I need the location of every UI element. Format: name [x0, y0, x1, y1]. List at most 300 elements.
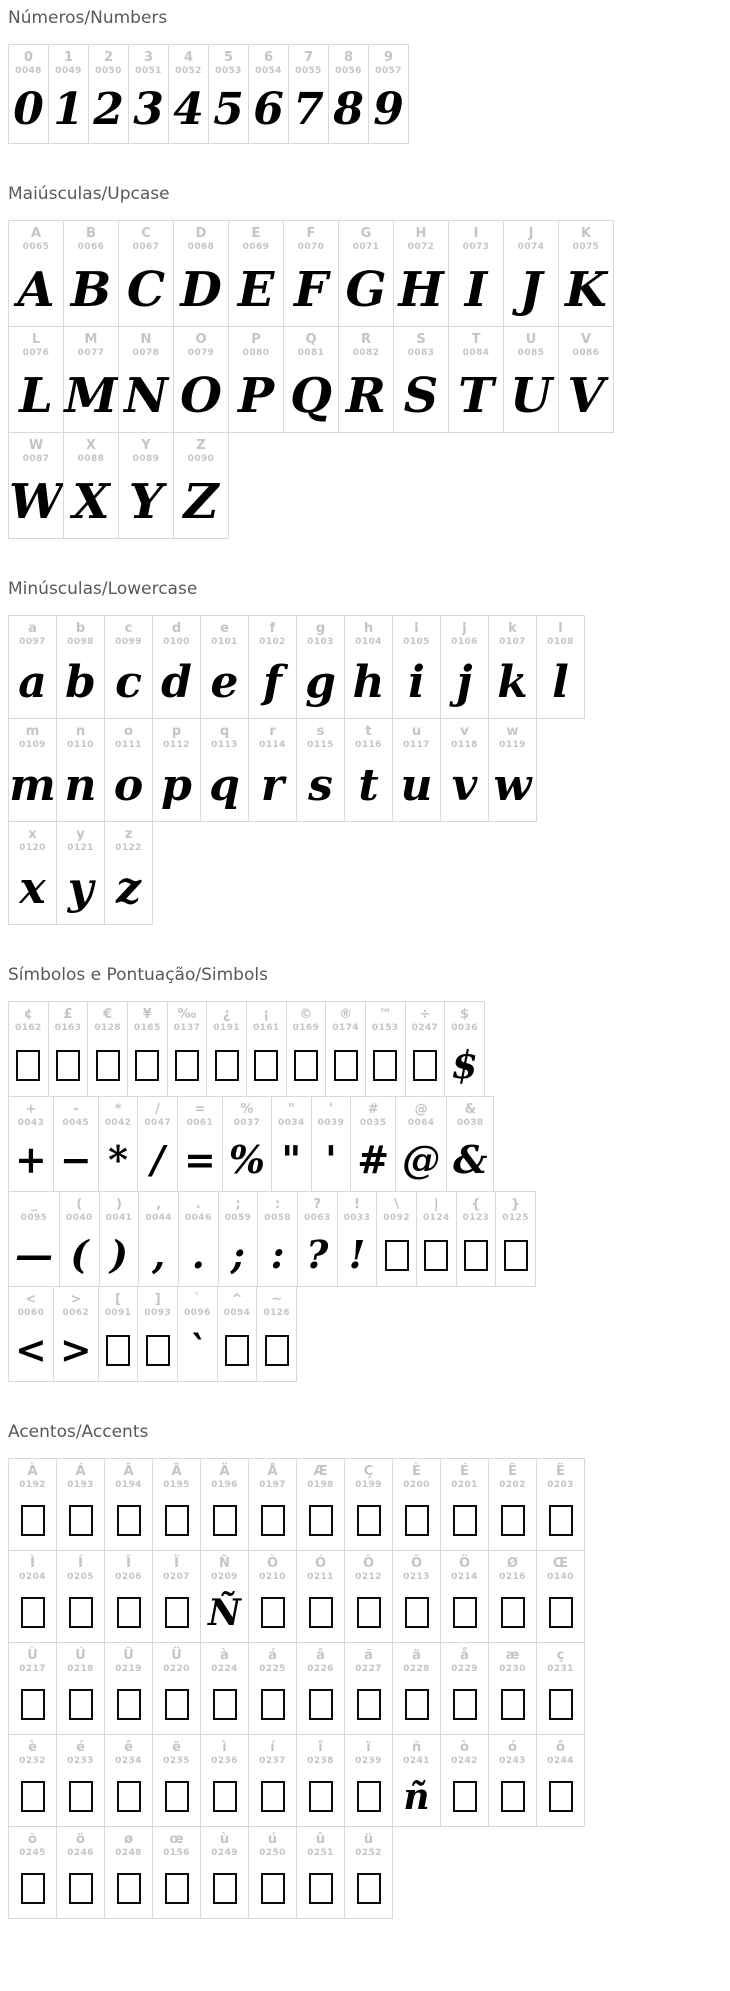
char-cell-0251: [296, 1826, 345, 1919]
char-cell-0114: [248, 718, 297, 822]
char-label: m: [25, 724, 40, 739]
char-label: Ù: [27, 1648, 38, 1663]
glyph-area: [293, 77, 324, 143]
glyph-area: [213, 1491, 237, 1550]
glyph-area: [353, 648, 385, 718]
char-cell-0077: [63, 326, 119, 433]
char-label: D: [195, 226, 207, 241]
char-label: X: [85, 438, 97, 453]
font-glyph: Z: [183, 473, 219, 530]
missing-glyph-box-icon: [265, 1335, 289, 1366]
char-cell-0037: [222, 1096, 272, 1192]
char-cell-0234: [104, 1734, 153, 1827]
char-cell-0199: [344, 1458, 393, 1551]
char-label: ©: [299, 1007, 313, 1022]
font-glyph: <: [15, 1327, 47, 1372]
char-code: 0082: [352, 348, 380, 358]
glyph-area: [261, 1859, 285, 1918]
char-code: 0064: [407, 1118, 435, 1128]
glyph-area: [261, 1491, 285, 1550]
char-code: 0046: [184, 1213, 212, 1223]
char-label: Ö: [458, 1556, 471, 1571]
char-label: ã: [364, 1648, 373, 1663]
char-label: R: [360, 332, 371, 347]
char-cell-0061: [177, 1096, 223, 1192]
missing-glyph-box-icon: [69, 1873, 93, 1904]
char-cell-0229: [440, 1642, 489, 1735]
char-cell-0081: [283, 326, 339, 433]
char-label: T: [471, 332, 481, 347]
glyph-area: [333, 77, 364, 143]
glyph-area: [146, 1319, 170, 1381]
glyph-area: [549, 1675, 573, 1734]
char-code: 0206: [115, 1572, 142, 1582]
font-glyph: r: [260, 760, 285, 811]
char-code: 0073: [462, 242, 490, 252]
char-cell-0122: [104, 821, 153, 925]
char-label: ä: [412, 1648, 421, 1663]
glyph-area: [451, 1034, 477, 1096]
char-code: 0108: [547, 637, 574, 647]
char-code: 0238: [307, 1756, 334, 1766]
char-code: 0066: [77, 242, 105, 252]
char-code: 0193: [67, 1480, 94, 1490]
char-code: 0042: [104, 1118, 132, 1128]
char-code: 0225: [259, 1664, 286, 1674]
char-cell-0126: [256, 1286, 297, 1382]
char-cell-0209: [200, 1550, 249, 1643]
missing-glyph-box-icon: [261, 1597, 285, 1628]
char-code: 0036: [451, 1023, 478, 1033]
missing-glyph-box-icon: [261, 1781, 285, 1812]
char-code: 0110: [67, 740, 94, 750]
section-title-symbols: Símbolos e Pontuação/Simbols: [8, 965, 268, 985]
char-cell-0084: [448, 326, 504, 433]
glyph-area: [110, 1224, 128, 1286]
char-cell-0096: [177, 1286, 218, 1382]
char-code: 0212: [355, 1572, 382, 1582]
char-cell-0117: [392, 718, 441, 822]
char-code: 0228: [403, 1664, 430, 1674]
char-code: 0100: [163, 637, 190, 647]
char-label: x: [28, 827, 37, 842]
char-cell-0212: [344, 1550, 393, 1643]
missing-glyph-box-icon: [453, 1689, 477, 1720]
char-cell-0075: [558, 220, 614, 327]
char-label: Ü: [171, 1648, 182, 1663]
glyph-area: [180, 359, 222, 432]
char-label: Œ: [552, 1556, 569, 1571]
char-cell-0085: [503, 326, 559, 433]
char-label: s: [316, 724, 325, 739]
char-code: 0220: [163, 1664, 190, 1674]
char-code: 0050: [95, 66, 122, 76]
char-label: H: [415, 226, 427, 241]
glyph-area: [403, 1767, 429, 1826]
char-code: 0231: [547, 1664, 574, 1674]
glyph-area: [117, 1767, 141, 1826]
missing-glyph-box-icon: [464, 1240, 488, 1271]
missing-glyph-box-icon: [16, 1050, 40, 1081]
char-label: h: [363, 621, 374, 636]
font-glyph: M: [64, 367, 118, 424]
font-glyph: y: [67, 863, 94, 914]
font-glyph: $: [451, 1042, 478, 1087]
char-label: L: [31, 332, 41, 347]
char-code: 0069: [242, 242, 270, 252]
char-code: 0200: [403, 1480, 430, 1490]
char-code: 0247: [411, 1023, 439, 1033]
char-label: ù: [219, 1832, 230, 1847]
char-label: `: [194, 1292, 201, 1307]
font-glyph: (: [70, 1232, 89, 1277]
char-cell-0121: [56, 821, 105, 925]
char-label: /: [155, 1102, 161, 1117]
missing-glyph-box-icon: [21, 1689, 45, 1720]
glyph-area: [357, 1129, 389, 1191]
char-cell-0243: [488, 1734, 537, 1827]
font-glyph: W: [9, 473, 63, 530]
char-code: 0115: [307, 740, 334, 750]
char-cell-0050: [88, 44, 129, 144]
char-code: 0040: [66, 1213, 93, 1223]
char-cell-0100: [152, 615, 201, 719]
char-label: ü: [363, 1832, 374, 1847]
glyph-area: [413, 1034, 437, 1096]
missing-glyph-box-icon: [357, 1505, 381, 1536]
missing-glyph-box-icon: [106, 1335, 130, 1366]
font-glyph: I: [464, 261, 488, 318]
char-label: <: [25, 1292, 37, 1307]
char-code: 0153: [371, 1023, 399, 1033]
glyph-area: [161, 751, 192, 821]
glyph-area: [21, 1583, 45, 1642]
char-label: ": [287, 1102, 295, 1117]
glyph-area: [405, 1491, 429, 1550]
glyph-area: [261, 1767, 285, 1826]
missing-glyph-box-icon: [165, 1781, 189, 1812]
char-label: ø: [124, 1832, 133, 1847]
char-cell-0099: [104, 615, 153, 719]
char-cell-0194: [104, 1458, 153, 1551]
char-code: 0049: [55, 66, 82, 76]
char-cell-0137: [167, 1001, 208, 1097]
char-label: ™: [378, 1007, 392, 1022]
char-code: 0070: [297, 242, 325, 252]
glyph-area: [165, 1767, 189, 1826]
font-glyph: ,: [152, 1232, 166, 1277]
glyph-area: [453, 1583, 477, 1642]
char-label: j: [462, 621, 467, 636]
char-cell-0106: [440, 615, 489, 719]
glyph-area: [65, 648, 96, 718]
glyph-area: [552, 648, 569, 718]
font-glyph: K: [565, 261, 607, 318]
char-code: 0249: [211, 1848, 238, 1858]
glyph-area: [93, 77, 124, 143]
char-code: 0044: [145, 1213, 172, 1223]
missing-glyph-box-icon: [309, 1873, 333, 1904]
char-cell-0046: [178, 1191, 219, 1287]
char-code: 0125: [502, 1213, 529, 1223]
char-cell-0056: [328, 44, 369, 144]
char-label: Í: [78, 1556, 83, 1571]
char-cell-0213: [392, 1550, 441, 1643]
char-code: 0234: [115, 1756, 142, 1766]
char-cell-0192: [8, 1458, 57, 1551]
char-label: i: [414, 621, 419, 636]
missing-glyph-box-icon: [69, 1781, 93, 1812]
font-glyph: z: [116, 863, 141, 914]
char-code: 0041: [105, 1213, 133, 1223]
glyph-area: [215, 1034, 239, 1096]
char-cell-0083: [393, 326, 449, 433]
char-code: 0111: [115, 740, 142, 750]
glyph-area: [290, 359, 332, 432]
missing-glyph-box-icon: [501, 1781, 525, 1812]
char-cell-0041: [99, 1191, 140, 1287]
missing-glyph-box-icon: [334, 1050, 358, 1081]
font-glyph: R: [346, 367, 386, 424]
char-cell-0247: [405, 1001, 446, 1097]
char-code: 0099: [115, 637, 142, 647]
char-code: 0207: [163, 1572, 190, 1582]
char-code: 0078: [132, 348, 160, 358]
char-code: 0094: [223, 1308, 251, 1318]
font-glyph: *: [108, 1137, 128, 1182]
missing-glyph-box-icon: [117, 1505, 141, 1536]
char-label: ì: [222, 1740, 227, 1755]
char-cell-0094: [217, 1286, 258, 1382]
char-row: [8, 821, 153, 925]
font-glyph: p: [161, 760, 192, 811]
font-glyph: B: [70, 261, 112, 318]
glyph-area: [21, 1859, 45, 1918]
char-label: è: [28, 1740, 37, 1755]
font-glyph: V: [567, 367, 605, 424]
char-code: 0211: [307, 1572, 334, 1582]
char-cell-0086: [558, 326, 614, 433]
glyph-area: [21, 1675, 45, 1734]
missing-glyph-box-icon: [117, 1873, 141, 1904]
glyph-area: [453, 1675, 477, 1734]
missing-glyph-box-icon: [165, 1873, 189, 1904]
font-glyph: 7: [293, 84, 324, 135]
font-glyph: 3: [133, 84, 164, 135]
char-label: Ê: [508, 1464, 517, 1479]
char-code: 0109: [19, 740, 46, 750]
char-cell-0097: [8, 615, 57, 719]
char-code: 0233: [67, 1756, 94, 1766]
char-cell-0241: [392, 1734, 441, 1827]
font-glyph: k: [497, 657, 528, 708]
char-cell-0080: [228, 326, 284, 433]
glyph-area: [261, 1675, 285, 1734]
glyph-area: [116, 854, 141, 924]
char-cell-0197: [248, 1458, 297, 1551]
char-label: ]: [154, 1292, 161, 1307]
char-cell-0039: [311, 1096, 352, 1192]
char-cell-0058: [257, 1191, 298, 1287]
char-label: ': [328, 1102, 333, 1117]
char-label: {: [471, 1197, 481, 1212]
char-code: 0052: [175, 66, 202, 76]
glyph-area: [501, 1491, 525, 1550]
char-label: 1: [63, 50, 74, 65]
char-cell-0043: [8, 1096, 54, 1192]
font-glyph: o: [113, 760, 144, 811]
char-cell-0040: [59, 1191, 100, 1287]
char-label: J: [528, 226, 534, 241]
font-glyph: F: [293, 261, 329, 318]
font-glyph: 6: [253, 84, 284, 135]
char-code: 0090: [187, 454, 215, 464]
char-label: >: [70, 1292, 82, 1307]
char-label: ^: [231, 1292, 243, 1307]
char-code: 0196: [211, 1480, 238, 1490]
char-code: 0230: [499, 1664, 526, 1674]
char-label: £: [63, 1007, 73, 1022]
char-cell-0098: [56, 615, 105, 719]
char-label: Û: [123, 1648, 134, 1663]
section-uppercase: [8, 184, 730, 539]
missing-glyph-box-icon: [261, 1873, 285, 1904]
glyph-area: [334, 1034, 358, 1096]
char-cell-0236: [200, 1734, 249, 1827]
glyph-area: [208, 1583, 241, 1642]
char-code: 0072: [407, 242, 435, 252]
char-cell-0140: [536, 1550, 585, 1643]
char-code: 0033: [343, 1213, 371, 1223]
font-glyph: .: [191, 1232, 205, 1277]
char-code: 0209: [211, 1572, 238, 1582]
char-code: 0107: [499, 637, 526, 647]
glyph-area: [106, 1319, 130, 1381]
missing-glyph-box-icon: [69, 1597, 93, 1628]
glyph-area: [404, 359, 439, 432]
char-code: 0169: [292, 1023, 320, 1033]
glyph-area: [69, 1859, 93, 1918]
char-label: ®: [339, 1007, 353, 1022]
char-label: á: [268, 1648, 277, 1663]
missing-glyph-box-icon: [146, 1335, 170, 1366]
char-cell-0070: [283, 220, 339, 327]
char-cell-0049: [48, 44, 89, 144]
missing-glyph-box-icon: [213, 1873, 237, 1904]
char-row: [8, 1458, 585, 1551]
missing-glyph-box-icon: [549, 1689, 573, 1720]
font-glyph: L: [19, 367, 53, 424]
char-code: 0137: [173, 1023, 201, 1033]
glyph-area: [69, 1675, 93, 1734]
glyph-area: [238, 253, 275, 326]
glyph-area: [405, 1675, 429, 1734]
font-glyph: A: [17, 261, 55, 318]
char-row: [8, 718, 537, 822]
glyph-area: [213, 1859, 237, 1918]
glyph-area: [401, 751, 433, 821]
missing-glyph-box-icon: [504, 1240, 528, 1271]
char-code: 0084: [462, 348, 490, 358]
font-glyph: x: [19, 863, 46, 914]
char-code: 0075: [572, 242, 600, 252]
char-code: 0121: [67, 843, 94, 853]
char-label: ¿: [222, 1007, 231, 1022]
section-title-numbers: Números/Numbers: [8, 8, 168, 28]
char-cell-0067: [118, 220, 174, 327]
missing-glyph-box-icon: [165, 1689, 189, 1720]
missing-glyph-box-icon: [69, 1689, 93, 1720]
glyph-area: [165, 1583, 189, 1642]
font-glyph: &: [453, 1137, 488, 1182]
char-code: 0035: [359, 1118, 387, 1128]
char-label: À: [27, 1464, 38, 1479]
glyph-area: [424, 1224, 448, 1286]
font-glyph: q: [209, 760, 240, 811]
char-code: 0074: [517, 242, 545, 252]
char-code: 0213: [403, 1572, 430, 1582]
glyph-area: [151, 1129, 165, 1191]
char-code: 0095: [20, 1213, 48, 1223]
char-cell-0091: [98, 1286, 139, 1382]
char-code: 0197: [259, 1480, 286, 1490]
glyph-area: [308, 751, 333, 821]
char-code: 0241: [403, 1756, 430, 1766]
font-glyph: ': [325, 1137, 337, 1182]
char-cell-0103: [296, 615, 345, 719]
missing-glyph-box-icon: [549, 1781, 573, 1812]
char-code: 0038: [456, 1118, 484, 1128]
glyph-area: [70, 1224, 88, 1286]
char-cell-0244: [536, 1734, 585, 1827]
glyph-area: [152, 1224, 165, 1286]
char-cell-0120: [8, 821, 57, 925]
font-glyph: u: [400, 760, 433, 811]
missing-glyph-box-icon: [165, 1505, 189, 1536]
char-cell-0113: [200, 718, 249, 822]
char-cell-0102: [248, 615, 297, 719]
char-label: B: [86, 226, 96, 241]
char-code: 0203: [547, 1480, 574, 1490]
char-cell-0112: [152, 718, 201, 822]
font-glyph: %: [228, 1137, 265, 1182]
char-code: 0080: [242, 348, 270, 358]
glyph-area: [309, 1859, 333, 1918]
char-cell-0035: [350, 1096, 396, 1192]
char-label: Õ: [410, 1556, 423, 1571]
glyph-area: [309, 1491, 333, 1550]
char-label: Ú: [75, 1648, 86, 1663]
char-label: O: [195, 332, 207, 347]
char-cell-0231: [536, 1642, 585, 1735]
char-code: 0103: [307, 637, 334, 647]
char-code: 0218: [67, 1664, 94, 1674]
char-label: Ã: [171, 1464, 182, 1479]
font-glyph: j: [456, 657, 473, 708]
font-glyph: 2: [93, 84, 124, 135]
char-label: M: [84, 332, 98, 347]
char-code: 0128: [94, 1023, 121, 1033]
glyph-area: [117, 1583, 141, 1642]
char-label: 3: [143, 50, 154, 65]
glyph-area: [15, 1319, 47, 1381]
char-label: Î: [126, 1556, 131, 1571]
glyph-area: [175, 1034, 199, 1096]
char-code: 0123: [462, 1213, 490, 1223]
char-cell-0162: [8, 1001, 49, 1097]
char-label: [: [115, 1292, 121, 1307]
font-glyph: ): [109, 1232, 128, 1277]
